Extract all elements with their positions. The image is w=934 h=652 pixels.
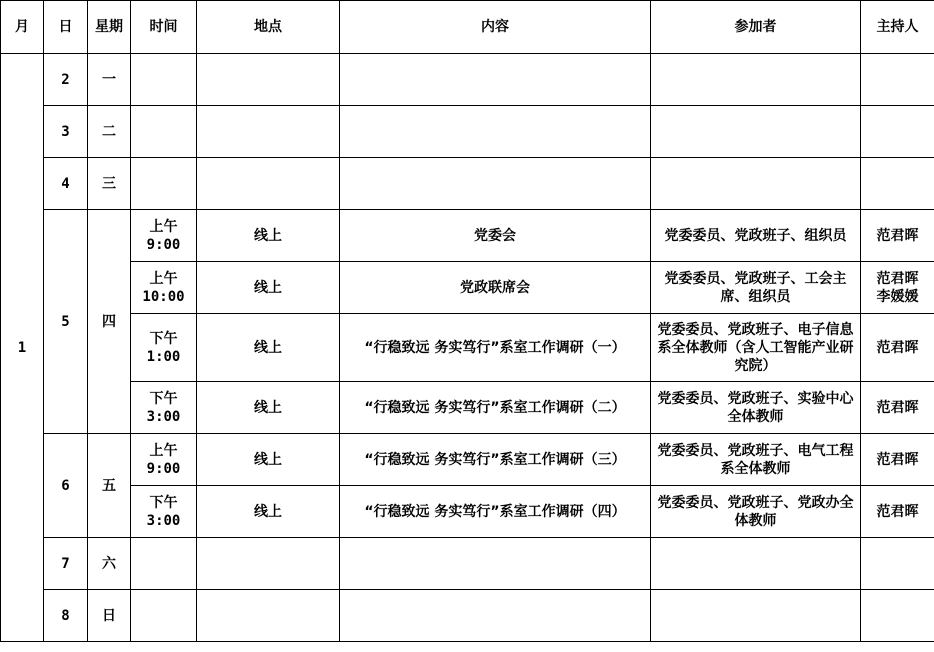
host-cell	[861, 434, 934, 486]
header-row	[1, 1, 934, 54]
table-row	[1, 158, 934, 210]
header-location: 地点	[197, 1, 340, 54]
content-cell	[340, 106, 651, 158]
weekday-cell: 三	[88, 158, 131, 210]
host-name: 李媛媛	[876, 288, 919, 305]
location-cell	[197, 54, 340, 106]
participants-cell: 党委委员、党政班子、电子信息系全体教师（含人工智能产业研究院）	[651, 314, 861, 382]
day-cell: 3	[44, 106, 88, 158]
time-period: 下午	[149, 390, 178, 407]
content-cell	[340, 590, 651, 642]
table-row	[1, 590, 934, 642]
host-name: 范君晖	[876, 451, 919, 468]
participants-cell: 党委委员、党政班子、党政办全体教师	[651, 486, 861, 538]
time-cell	[131, 54, 197, 106]
day-cell: 6	[44, 434, 88, 538]
content-cell	[340, 158, 651, 210]
weekday-cell: 二	[88, 106, 131, 158]
time-clock: 3:00	[146, 512, 181, 529]
time-period: 上午	[149, 270, 178, 287]
location-cell: 线上	[197, 314, 340, 382]
day-cell: 4	[44, 158, 88, 210]
time-cell	[131, 106, 197, 158]
participants-cell	[651, 158, 861, 210]
weekday-cell: 五	[88, 434, 131, 538]
time-cell	[131, 434, 197, 486]
weekday-cell: 一	[88, 54, 131, 106]
table-row	[1, 434, 934, 486]
day-cell: 5	[44, 210, 88, 434]
participants-cell: 党委委员、党政班子、电气工程系全体教师	[651, 434, 861, 486]
time-cell	[131, 382, 197, 434]
host-name: 范君晖	[876, 399, 919, 416]
time-period: 上午	[149, 218, 178, 235]
participants-cell	[651, 54, 861, 106]
participants-cell	[651, 590, 861, 642]
time-cell	[131, 210, 197, 262]
host-cell	[861, 538, 934, 590]
location-cell: 线上	[197, 382, 340, 434]
content-cell: “行稳致远 务实笃行”系室工作调研（四）	[340, 486, 651, 538]
host-cell	[861, 314, 934, 382]
weekday-cell: 六	[88, 538, 131, 590]
content-cell: 党委会	[340, 210, 651, 262]
day-cell: 7	[44, 538, 88, 590]
time-clock: 9:00	[146, 460, 181, 477]
participants-cell: 党委委员、党政班子、组织员	[651, 210, 861, 262]
host-name: 范君晖	[876, 227, 919, 244]
location-cell	[197, 590, 340, 642]
host-cell	[861, 486, 934, 538]
location-cell: 线上	[197, 262, 340, 314]
location-cell	[197, 538, 340, 590]
table-row	[1, 210, 934, 262]
location-cell	[197, 106, 340, 158]
time-cell	[131, 590, 197, 642]
table-row	[1, 54, 934, 106]
header-month: 月	[1, 1, 44, 54]
host-cell	[861, 106, 934, 158]
host-cell	[861, 590, 934, 642]
host-cell	[861, 262, 934, 314]
time-clock: 9:00	[146, 236, 181, 253]
time-period: 上午	[149, 442, 178, 459]
participants-cell: 党委委员、党政班子、实验中心全体教师	[651, 382, 861, 434]
time-clock: 10:00	[142, 288, 185, 305]
time-clock: 1:00	[146, 348, 181, 365]
host-cell	[861, 382, 934, 434]
participants-cell	[651, 106, 861, 158]
table-row	[1, 314, 934, 382]
host-name: 范君晖	[876, 339, 919, 356]
time-cell	[131, 262, 197, 314]
time-cell	[131, 314, 197, 382]
host-name: 范君晖	[876, 503, 919, 520]
header-weekday: 星期	[88, 1, 131, 54]
location-cell: 线上	[197, 434, 340, 486]
host-cell	[861, 210, 934, 262]
weekday-cell: 日	[88, 590, 131, 642]
header-time: 时间	[131, 1, 197, 54]
table-row	[1, 382, 934, 434]
table-row	[1, 538, 934, 590]
table-row	[1, 262, 934, 314]
weekday-cell: 四	[88, 210, 131, 434]
time-cell	[131, 538, 197, 590]
content-cell	[340, 54, 651, 106]
time-period: 下午	[149, 330, 178, 347]
header-content: 内容	[340, 1, 651, 54]
time-cell	[131, 158, 197, 210]
table-row	[1, 486, 934, 538]
day-cell: 8	[44, 590, 88, 642]
participants-cell: 党委委员、党政班子、工会主席、组织员	[651, 262, 861, 314]
participants-cell	[651, 538, 861, 590]
content-cell: 党政联席会	[340, 262, 651, 314]
table-row	[1, 106, 934, 158]
host-name: 范君晖	[876, 270, 919, 287]
content-cell: “行稳致远 务实笃行”系室工作调研（三）	[340, 434, 651, 486]
content-cell: “行稳致远 务实笃行”系室工作调研（二）	[340, 382, 651, 434]
location-cell: 线上	[197, 486, 340, 538]
time-clock: 3:00	[146, 408, 181, 425]
host-cell	[861, 54, 934, 106]
content-cell: “行稳致远 务实笃行”系室工作调研（一）	[340, 314, 651, 382]
header-host: 主持人	[861, 1, 934, 54]
location-cell: 线上	[197, 210, 340, 262]
header-participants: 参加者	[651, 1, 861, 54]
time-period: 下午	[149, 494, 178, 511]
time-cell	[131, 486, 197, 538]
content-cell	[340, 538, 651, 590]
month-cell: 1	[1, 54, 44, 642]
header-day: 日	[44, 1, 88, 54]
host-cell	[861, 158, 934, 210]
location-cell	[197, 158, 340, 210]
day-cell: 2	[44, 54, 88, 106]
